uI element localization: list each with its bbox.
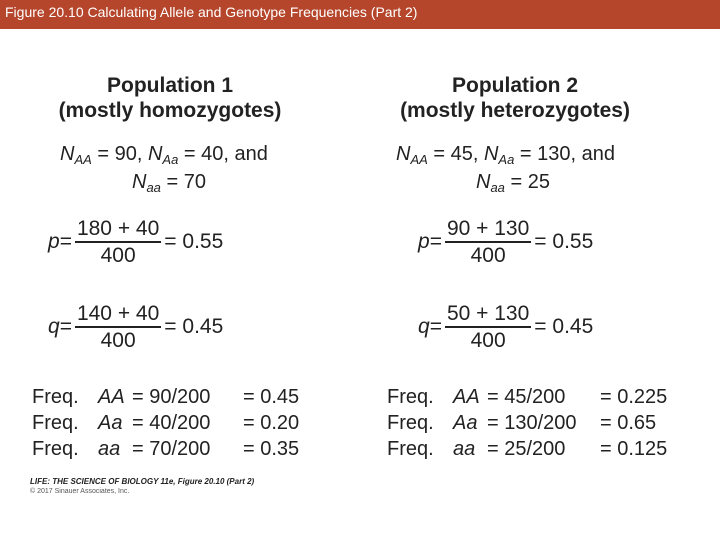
- freq-fraction: = 40/200: [132, 412, 211, 434]
- genotype: AA: [453, 386, 480, 408]
- pop1-q-eq: =: [59, 314, 72, 338]
- pop2-n-aa2-symbol: N: [476, 171, 491, 193]
- pop2-p-equation: [418, 216, 593, 268]
- pop2-freq-row: [387, 410, 667, 436]
- pop2-q-result: = 0.45: [534, 314, 594, 338]
- pop2-n-aa-sub: AA: [410, 152, 428, 167]
- pop2-q-eq: =: [429, 314, 442, 338]
- freq-value: = 0.125: [600, 438, 668, 460]
- pop2-freq-row: [387, 436, 667, 462]
- freq-fraction: = 45/200: [487, 386, 566, 408]
- title-bar: [0, 0, 720, 29]
- pop1-n-aa2-value: = 70: [160, 171, 206, 193]
- freq-fraction: = 130/200: [487, 412, 577, 434]
- pop2-p-var: p: [418, 229, 430, 253]
- pop2-q-numerator: 50 + 130: [446, 302, 530, 325]
- freq-value: = 0.65: [600, 412, 657, 434]
- pop2-p-numerator: 90 + 130: [446, 217, 530, 240]
- freq-label: Freq.: [387, 412, 434, 434]
- pop1-heading: [40, 73, 300, 123]
- pop2-frequencies: [387, 384, 667, 462]
- pop2-n-Aa-value: = 130, and: [514, 143, 615, 165]
- pop2-n-Aa-symbol: N: [483, 143, 499, 165]
- pop2-n-aa2-sub: aa: [490, 180, 505, 195]
- pop1-freq-row: [32, 436, 299, 462]
- pop1-q-numerator: 140 + 40: [76, 302, 160, 325]
- pop2-heading-line1: Population 2: [452, 74, 578, 97]
- freq-value: = 0.20: [243, 412, 300, 434]
- pop1-freq-row: [32, 384, 299, 410]
- pop1-q-fraction: [75, 301, 161, 353]
- genotype: Aa: [98, 412, 123, 434]
- pop2-q-fraction: [445, 301, 531, 353]
- freq-label: Freq.: [387, 386, 434, 408]
- pop1-n-aa2-sub: aa: [146, 180, 161, 195]
- pop1-n-aa-sub: AA: [74, 152, 92, 167]
- slide-title: Figure 20.10 Calculating Allele and Genotype Frequencies (Part 2): [5, 4, 418, 20]
- genotype: aa: [453, 438, 476, 460]
- figure-credit: LIFE: THE SCIENCE OF BIOLOGY 11e, Figure 20.10 (Part 2): [30, 477, 255, 486]
- pop1-n-line2: [132, 170, 206, 200]
- pop1-p-var: p: [48, 229, 60, 253]
- freq-value: = 0.225: [600, 386, 668, 408]
- pop1-freq-row: [32, 410, 299, 436]
- pop1-p-numerator: 180 + 40: [76, 217, 160, 240]
- pop2-freq-row: [387, 384, 667, 410]
- pop1-p-eq: =: [59, 229, 72, 253]
- pop1-p-result: = 0.55: [164, 229, 224, 253]
- pop2-q-equation: [418, 301, 593, 353]
- pop1-q-result: = 0.45: [164, 314, 224, 338]
- pop1-p-denominator: 400: [100, 243, 136, 267]
- pop2-n-aa2-value: = 25: [504, 171, 550, 193]
- pop2-p-eq: =: [429, 229, 442, 253]
- pop1-q-var: q: [48, 314, 60, 338]
- pop2-q-var: q: [418, 314, 430, 338]
- pop1-q-equation: [48, 301, 223, 353]
- pop1-heading-line2: (mostly homozygotes): [58, 99, 282, 122]
- pop2-heading: [385, 73, 645, 123]
- freq-fraction: = 90/200: [132, 386, 211, 408]
- freq-value: = 0.35: [243, 438, 300, 460]
- freq-label: Freq.: [32, 438, 79, 460]
- pop2-n-aa-value: = 45,: [427, 143, 484, 165]
- pop2-heading-line2: (mostly heterozygotes): [400, 99, 630, 122]
- pop1-n-aa-value: = 90,: [91, 143, 148, 165]
- pop2-n-Aa-sub: Aa: [498, 152, 515, 167]
- pop1-p-fraction: [75, 216, 161, 268]
- pop1-n-Aa-sub: Aa: [162, 152, 179, 167]
- pop1-n-Aa-symbol: N: [147, 143, 163, 165]
- pop2-p-fraction: [445, 216, 531, 268]
- pop2-p-denominator: 400: [470, 243, 506, 267]
- pop1-n-aa2-symbol: N: [132, 171, 147, 193]
- genotype: AA: [98, 386, 125, 408]
- pop1-n-aa-symbol: N: [60, 143, 75, 165]
- genotype: aa: [98, 438, 121, 460]
- pop2-n-line2: [476, 170, 550, 200]
- freq-label: Freq.: [32, 386, 79, 408]
- pop1-p-equation: [48, 216, 223, 268]
- pop1-n-line1: [60, 142, 268, 172]
- freq-label: Freq.: [32, 412, 79, 434]
- pop2-n-line1: [396, 142, 615, 172]
- pop2-p-result: = 0.55: [534, 229, 594, 253]
- pop2-q-denominator: 400: [470, 328, 506, 352]
- pop1-frequencies: [32, 384, 299, 462]
- freq-value: = 0.45: [243, 386, 300, 408]
- pop1-heading-line1: Population 1: [107, 74, 233, 97]
- pop1-n-Aa-value: = 40, and: [178, 143, 268, 165]
- freq-fraction: = 25/200: [487, 438, 566, 460]
- copyright-notice: © 2017 Sinauer Associates, Inc.: [30, 488, 130, 495]
- pop1-q-denominator: 400: [100, 328, 136, 352]
- genotype: Aa: [453, 412, 478, 434]
- pop2-n-aa-symbol: N: [396, 143, 411, 165]
- freq-label: Freq.: [387, 438, 434, 460]
- freq-fraction: = 70/200: [132, 438, 211, 460]
